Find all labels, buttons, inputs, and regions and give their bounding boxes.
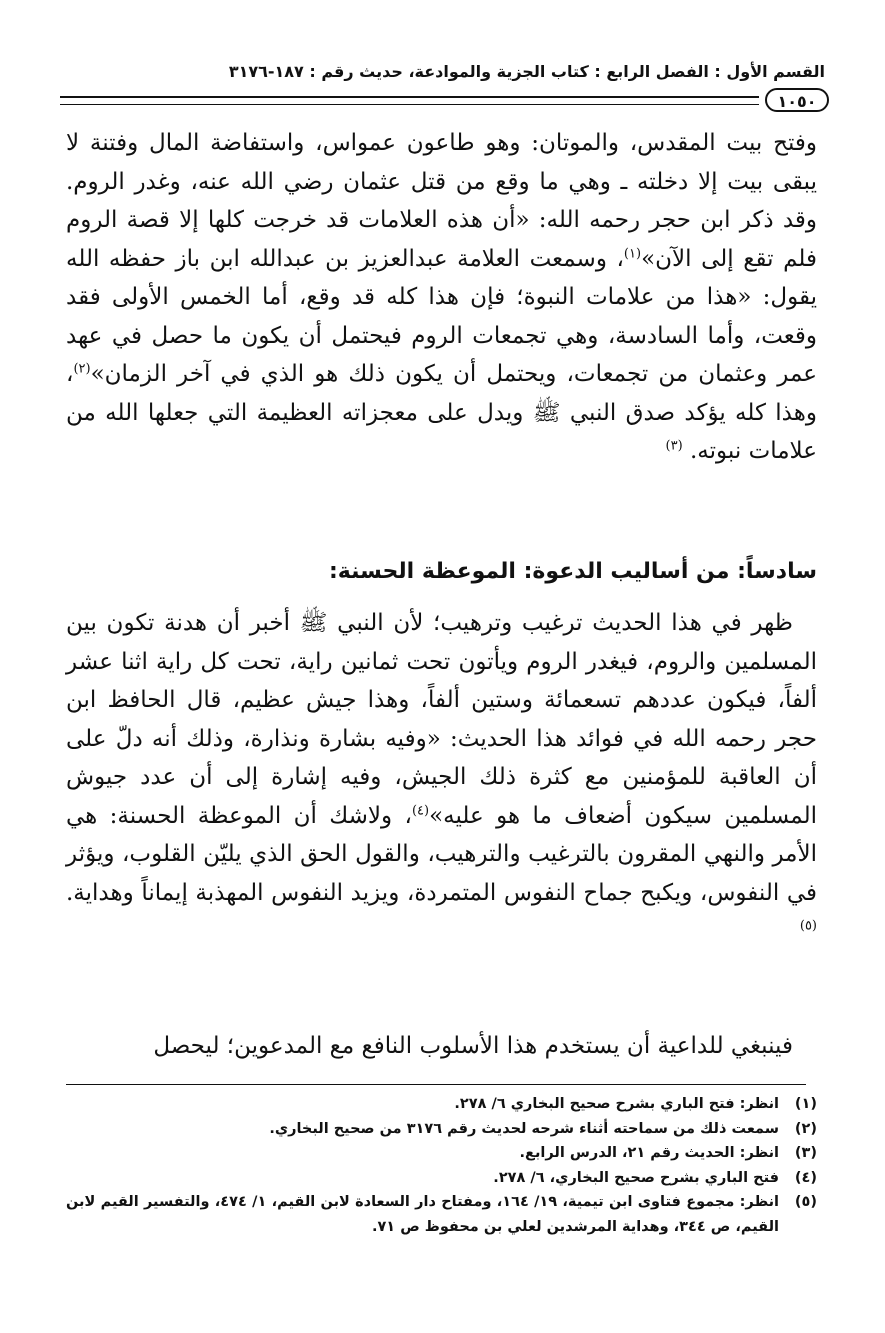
footnote-separator (66, 1084, 806, 1085)
section2-text: ظهر في هذا الحديث ترغيب وترهيب؛ لأن النبي ﷺ أخبر أن هدنة تكون بين المسلمين والروم، فيغدر الروم ويأتون تحت ثمانين راية، تحت كل راية اثنا عشر ألفاً، فيكون عددهم تسعمائة وستين ألفاً، وهذا جيش عظيم، قال الحافظ ابن حجر رحمه الله في فوائد هذا الحديث: «وفيه بشارة ونذارة، وذلك أنه دلّ على أن العاقبة للمؤمنين مع كثرة ذلك الجيش، وفيه إشارة إلى أن عدد جيوش المسلمين سيكون أضعاف ما هو عليه» (66, 610, 817, 829)
header-double-rule (60, 96, 759, 105)
header-rule-row (60, 88, 829, 114)
footnote-ref-1: (١) (623, 245, 642, 261)
section2-body (66, 604, 817, 951)
footnotes (66, 1092, 817, 1239)
section1-body (66, 124, 817, 471)
footnote-number: (٢) (794, 1120, 817, 1137)
section1-paragraph (66, 124, 817, 471)
closing-paragraph: فينبغي للداعية أن يستخدم هذا الأسلوب النافع مع المدعوين؛ ليحصل (153, 1033, 793, 1059)
footnote-ref-2: (٢) (73, 361, 91, 377)
footnote-4 (66, 1166, 817, 1191)
footnote-ref-5: (٥) (799, 918, 817, 934)
page-number: ١٠٥٠ (765, 88, 829, 112)
section1-text: وفتح بيت المقدس، والموتان: وهو طاعون عمواس، واستفاضة المال وفتنة لا يبقى بيت إلا دخلته ـ وهي ما وقع من قتل عثمان رضي الله عنه، وغدر الروم. وقد ذكر ابن حجر رحمه الله: «أن هذه العلامات قد خرجت كلها إلا قصة الروم فلم تقع إلى الآن» (66, 130, 817, 272)
footnote-number: (٥) (794, 1194, 817, 1210)
section-heading: سادساً: من أساليب الدعوة: الموعظة الحسنة: (329, 559, 817, 584)
footnote-ref-4: (٤) (411, 802, 430, 818)
section1-text-cont1: ، وسمعت العلامة عبدالعزيز بن عبدالله ابن باز حفظه الله يقول: «هذا من علامات النبوة؛ فإن هذا كله قد وقع، أما الخمس الأولى فقد وقعت، وأما السادسة، وهي تجمعات الروم فيحتمل أن يكون ما حصل في عهد عمر وعثمان من تجمعات، ويحتمل أن يكون ذلك هو الذي في آخر الزمان» (66, 245, 817, 387)
section2-text-cont: ، ولاشك أن الموعظة الحسنة: هي الأمر والنهي المقرون بالترغيب والترهيب، والقول الحق الذي يليّن القلوب، ويؤثر في النفوس، ويكبح جماح النفوس المتمردة، ويزيد النفوس المهذبة إيماناً وهداية. (66, 802, 818, 906)
footnote-text: انظر: فتح الباري بشرح صحيح البخاري ٦/ ٢٧٨. (454, 1096, 779, 1112)
footnote-number: (١) (794, 1096, 817, 1112)
footnote-ref-3: (٣) (665, 438, 683, 454)
section1-text-cont2: ، وهذا كله يؤكد صدق النبي ﷺ ويدل على معجزاته العظيمة التي جعلها الله من علامات نبوته. (66, 361, 817, 464)
footnote-text: انظر: الحديث رقم ٢١، الدرس الرابع. (519, 1145, 779, 1161)
footnote-1 (66, 1092, 817, 1117)
footnote-number: (٣) (794, 1145, 817, 1161)
footnote-2 (66, 1117, 817, 1142)
section2-paragraph (66, 604, 817, 951)
footnote-5 (66, 1190, 817, 1239)
running-header: القسم الأول : الفصل الرابع : كتاب الجزية والموادعة، حديث رقم : ١٨٧-٣١٧٦ (228, 62, 825, 81)
footnote-text: انظر: مجموع فتاوى ابن تيمية، ١٩/ ١٦٤، ومفتاح دار السعادة لابن القيم، ١/ ٤٧٤، والتفسير القيم لابن القيم، ص ٣٤٤، وهداية المرشدين لعلي بن محفوظ ص ٧١. (66, 1194, 779, 1235)
footnote-text: فتح الباري بشرح صحيح البخاري، ٦/ ٢٧٨. (493, 1169, 779, 1186)
footnote-text: سمعت ذلك من سماحته أثناء شرحه لحديث رقم ٣١٧٦ من صحيح البخاري. (269, 1120, 779, 1137)
footnote-number: (٤) (794, 1169, 817, 1186)
footnote-3 (66, 1141, 817, 1166)
closing-body (66, 1026, 817, 1066)
